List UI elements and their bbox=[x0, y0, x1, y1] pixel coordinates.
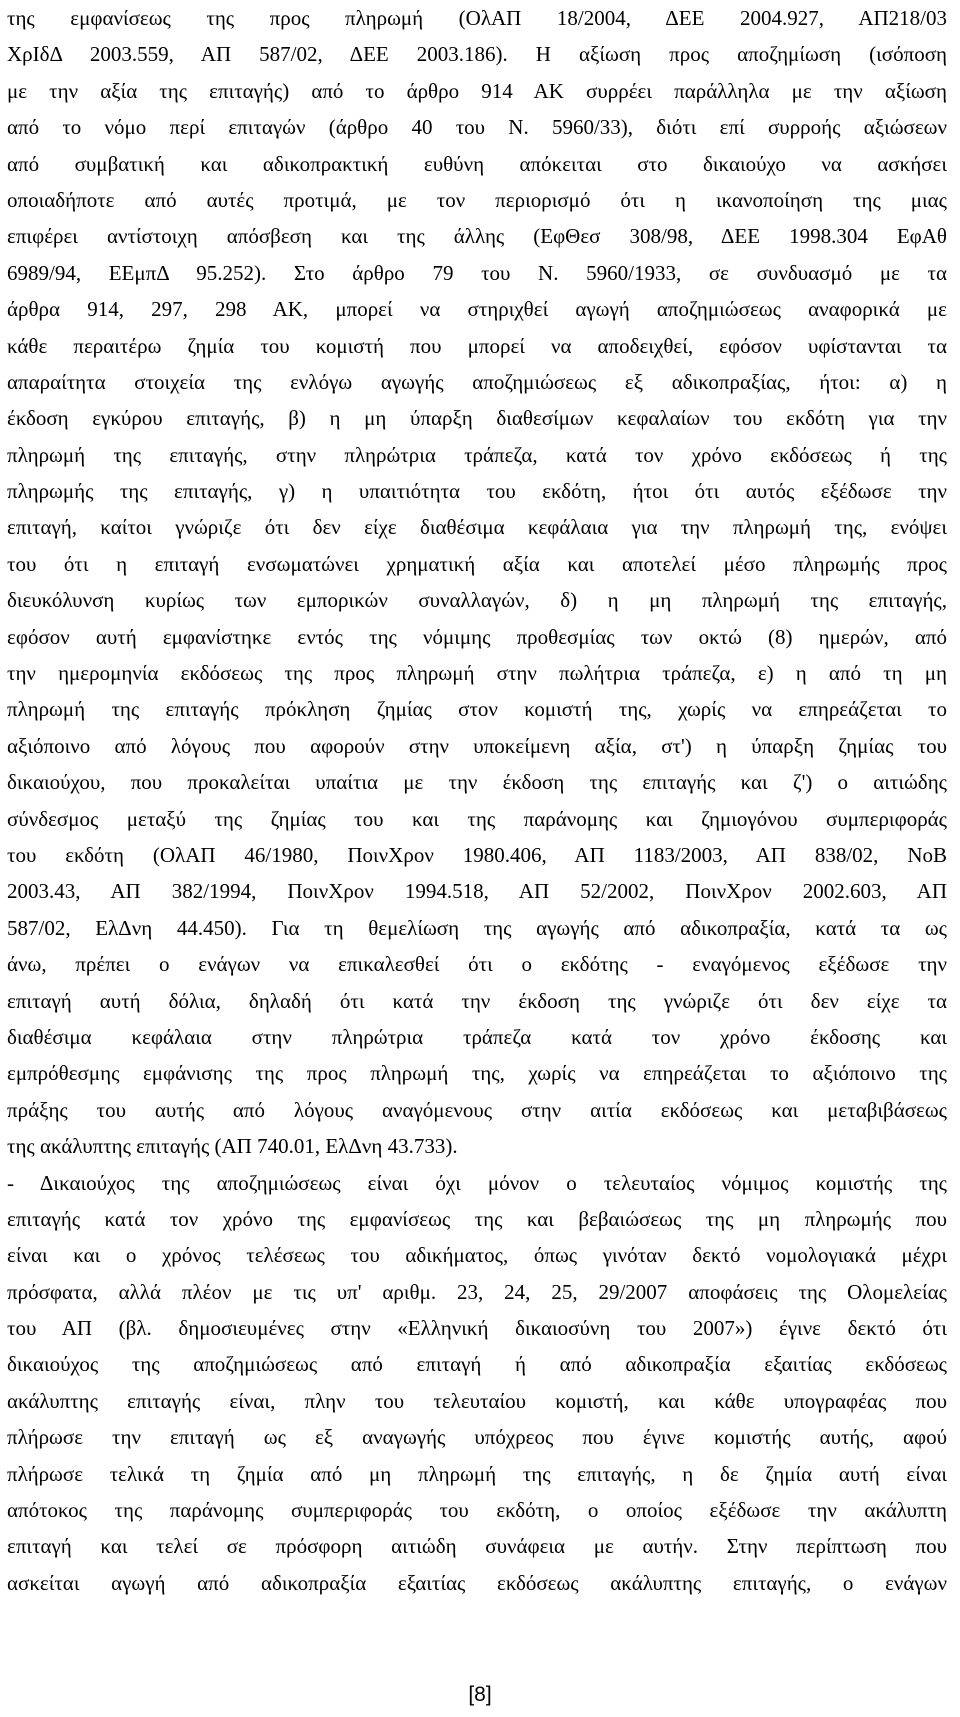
text-line: δικαιούχου, που προκαλείται υπαίτια με την έκδοση της επιταγής και ζ') ο αιτιώδης bbox=[7, 770, 947, 795]
text-line: 6989/94, ΕΕμπΔ 95.252). Στο άρθρο 79 του Ν. 5960/1933, σε συνδυασμό με τα bbox=[7, 260, 947, 285]
text-line: απότοκος της παράνομης συμπεριφοράς του εκδότη, ο οποίος εξέδωσε την ακάλυπτη bbox=[7, 1498, 947, 1523]
text-line: πληρωμή της επιταγής, στην πληρώτρια τράπεζα, κατά τον χρόνο εκδόσεως ή της bbox=[7, 442, 947, 467]
text-line: πληρωμή της επιταγής πρόκληση ζημίας στον κομιστή της, χωρίς να επηρεάζεται το bbox=[7, 697, 947, 722]
text-line: του εκδότη (ΟλΑΠ 46/1980, ΠοινΧρον 1980.406, ΑΠ 1183/2003, ΑΠ 838/02, ΝοΒ bbox=[7, 842, 947, 867]
text-line: με την αξία της επιταγής) από το άρθρο 914 ΑΚ συρρέει παράλληλα με την αξίωση bbox=[7, 78, 947, 103]
text-line: σύνδεσμος μεταξύ της ζημίας του και της παράνομης και ζημιογόνου συμπεριφοράς bbox=[7, 806, 947, 831]
text-line: απαραίτητα στοιχεία της ενλόγω αγωγής αποζημιώσεως εξ αδικοπραξίας, ήτοι: α) η bbox=[7, 369, 947, 394]
paragraph-1 bbox=[7, 0, 947, 1165]
text-line: - Δικαιούχος της αποζημιώσεως είναι όχι μόνον ο τελευταίος νόμιμος κομιστής της bbox=[7, 1170, 947, 1195]
text-line: του ότι η επιταγή ενσωματώνει χρηματική αξία και αποτελεί μέσο πληρωμής προς bbox=[7, 551, 947, 576]
text-line: πληρωμής της επιταγής, γ) η υπαιτιότητα του εκδότη, ήτοι ότι αυτός εξέδωσε την bbox=[7, 479, 947, 504]
text-line: επιταγή αυτή δόλια, δηλαδή ότι κατά την έκδοση της γνώριζε ότι δεν είχε τα bbox=[7, 988, 947, 1013]
text-line: της εμφανίσεως της προς πληρωμή (ΟλΑΠ 18/2004, ΔΕΕ 2004.927, ΑΠ218/03 bbox=[7, 6, 947, 30]
text-line: άνω, πρέπει ο ενάγων να επικαλεσθεί ότι ο εκδότης - εναγόμενος εξέδωσε την bbox=[7, 952, 947, 977]
text-line: έκδοση εγκύρου επιταγής, β) η μη ύπαρξη διαθεσίμων κεφαλαίων του εκδότη για την bbox=[7, 406, 947, 431]
text-line: 587/02, ΕλΔνη 44.450). Για τη θεμελίωση της αγωγής από αδικοπραξία, κατά τα ως bbox=[7, 915, 947, 940]
text-line: είναι και ο χρόνος τελέσεως του αδικήματος, όπως γινόταν δεκτό νομολογιακά μέχρι bbox=[7, 1243, 947, 1268]
text-line: εφόσον αυτή εμφανίστηκε εντός της νόμιμης προθεσμίας των οκτώ (8) ημερών, από bbox=[7, 624, 947, 649]
text-line: αξιόποινο από λόγους που αφορούν στην υποκείμενη αξία, στ') η ύπαρξη ζημίας του bbox=[7, 733, 947, 758]
text-line: επιταγή, καίτοι γνώριζε ότι δεν είχε διαθέσιμα κεφάλαια για την πληρωμή της, ενόψει bbox=[7, 515, 947, 540]
text-line: κάθε περαιτέρω ζημία του κομιστή που μπορεί να αποδειχθεί, εφόσον υφίστανται τα bbox=[7, 333, 947, 358]
text-line: άρθρα 914, 297, 298 ΑΚ, μπορεί να στηριχθεί αγωγή αποζημιώσεως αναφορικά με bbox=[7, 297, 947, 322]
text-line: ΧρΙδΔ 2003.559, ΑΠ 587/02, ΔΕΕ 2003.186). Η αξίωση προς αποζημίωση (ισόποση bbox=[7, 42, 947, 67]
paragraph-2 bbox=[7, 1165, 947, 1602]
text-line: πράξης του αυτής από λόγους αναγόμενους στην αιτία εκδόσεως και μεταβιβάσεως bbox=[7, 1097, 947, 1122]
text-line: εμπρόθεσμης εμφάνισης της προς πληρωμή της, χωρίς να επηρεάζεται το αξιόποινο της bbox=[7, 1061, 947, 1086]
page-number: [8] bbox=[468, 1683, 492, 1706]
text-line: πλήρωσε τελικά τη ζημία από μη πληρωμή της επιταγής, η δε ζημία αυτή είναι bbox=[7, 1461, 947, 1486]
text-line: πλήρωσε την επιταγή ως εξ αναγωγής υπόχρεος που έγινε κομιστής αυτής, αφού bbox=[7, 1425, 947, 1450]
text-line: διευκόλυνση κυρίως των εμπορικών συναλλαγών, δ) η μη πληρωμή της επιταγής, bbox=[7, 588, 947, 613]
text-line: της ακάλυπτης επιταγής (ΑΠ 740.01, ΕλΔνη 43.733). bbox=[7, 1134, 458, 1159]
text-line: ασκείται αγωγή από αδικοπραξία εξαιτίας εκδόσεως ακάλυπτης επιταγής, ο ενάγων bbox=[7, 1570, 947, 1595]
text-line: διαθέσιμα κεφάλαια στην πληρώτρια τράπεζα κατά τον χρόνο έκδοσης και bbox=[7, 1024, 947, 1049]
text-line: την ημερομηνία εκδόσεως της προς πληρωμή στην πωλήτρια τράπεζα, ε) η από τη μη bbox=[7, 661, 947, 686]
text-line: επιταγή και τελεί σε πρόσφορη αιτιώδη συνάφεια με αυτήν. Στην περίπτωση που bbox=[7, 1534, 947, 1559]
text-line: επιταγής κατά τον χρόνο της εμφανίσεως της και βεβαιώσεως της μη πληρωμής που bbox=[7, 1206, 947, 1231]
text-line: 2003.43, ΑΠ 382/1994, ΠοινΧρον 1994.518, ΑΠ 52/2002, ΠοινΧρον 2002.603, ΑΠ bbox=[7, 879, 947, 904]
document-body bbox=[7, 0, 947, 1601]
text-line: του ΑΠ (βλ. δημοσιευμένες στην «Ελληνική δικαιοσύνη του 2007») έγινε δεκτό ότι bbox=[7, 1316, 947, 1341]
text-line: επιφέρει αντίστοιχη απόσβεση και της άλλης (ΕφΘεσ 308/98, ΔΕΕ 1998.304 ΕφΑθ bbox=[7, 224, 947, 249]
text-line: οποιαδήποτε από αυτές προτιμά, με τον περιορισμό ότι η ικανοποίηση της μιας bbox=[7, 187, 947, 212]
text-line: δικαιούχος της αποζημιώσεως από επιταγή ή από αδικοπραξία εξαιτίας εκδόσεως bbox=[7, 1352, 947, 1377]
text-line: πρόσφατα, αλλά πλέον με τις υπ' αριθμ. 23, 24, 25, 29/2007 αποφάσεις της Ολομελείας bbox=[7, 1279, 947, 1304]
text-line: ακάλυπτης επιταγής είναι, πλην του τελευταίου κομιστή, και κάθε υπογραφέας που bbox=[7, 1388, 947, 1413]
text-line: από το νόμο περί επιταγών (άρθρο 40 του Ν. 5960/33), διότι επί συρροής αξιώσεων bbox=[7, 115, 947, 140]
text-line: από συμβατική και αδικοπρακτική ευθύνη απόκειται στο δικαιούχο να ασκήσει bbox=[7, 151, 947, 176]
